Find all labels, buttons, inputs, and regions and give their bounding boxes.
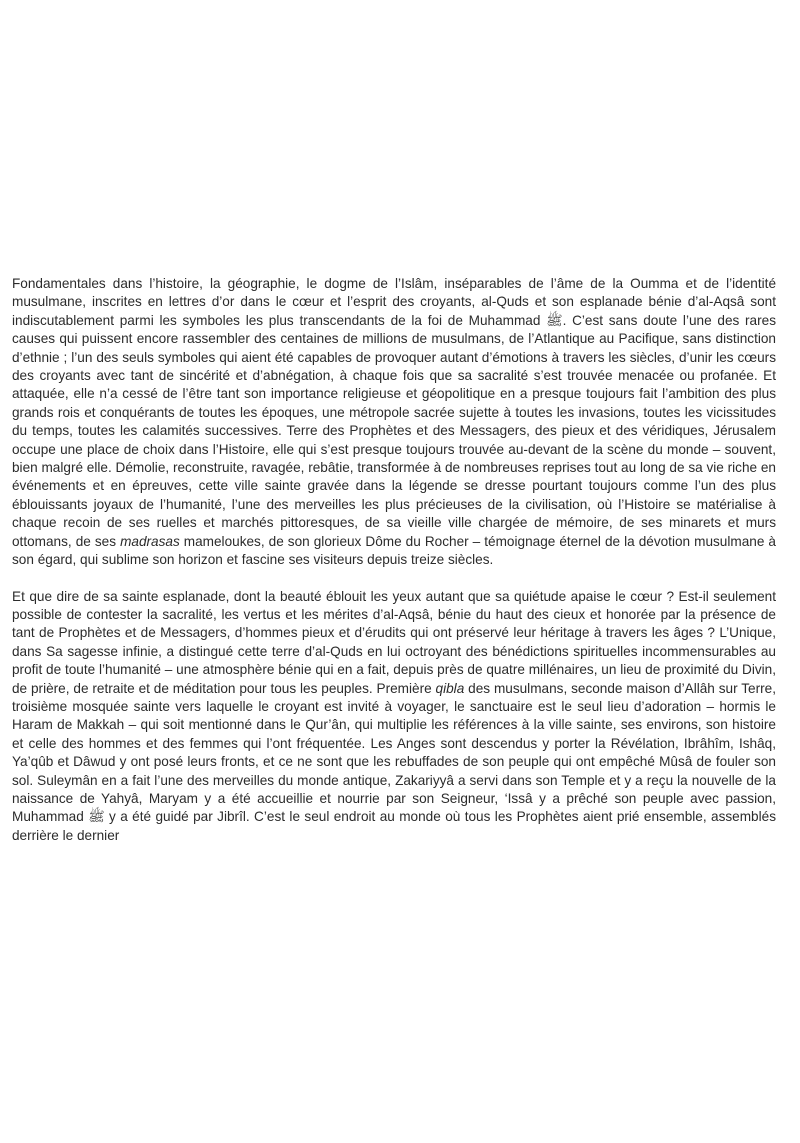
paragraph-2-text-a: Et que dire de sa sainte esplanade, dont la beauté éblouit les yeux autant que sa quiétude apaise le cœur ? Est-il seulement possible de contester la sacralité, les vertus et les mérites d’al-Aqsâ, bénie du haut des cieux et honorée par la présence de tant de Prophètes et de Messagers, d’hommes pieux et d’érudits qui ont préservé leur héritage à travers les âges ? L’Unique, dans Sa sagesse infinie, a distingué cette terre d’al-Quds en lui octroyant des bénédictions spirituelles incommensurables au profit de toute l’humanité – une atmosphère bénie qui en a fait, depuis près de quatre millénaires, un lieu de proximité du Divin, de prière, de retraite et de méditation pour tous les peuples. Première xyxy=(12,588,776,696)
paragraph-1-text-a: Fondamentales dans l’histoire, la géographie, le dogme de l’Islâm, inséparables de l’âme de la Oumma et de l’identité musulmane, inscrites en lettres d’or dans le cœur et l’esprit des croyants, al-Quds et son esplanade bénie d’al-Aqsâ sont indiscutablement parmi les symboles les plus transcendants de la foi de Muhammad ﷺ. C’est sans doute l’une des rares causes qui puissent encore rassembler des centaines de millions de musulmans, de l’Atlantique au Pacifique, sans distinction d’ethnie ; l’un des seuls symboles qui aient été capables de provoquer autant d’émotions à travers les siècles, d’unir les cœurs des croyants avec tant de sincérité et d’abnégation, à chaque fois que sa sacralité s’est trouvée menacée ou profanée. Et attaquée, elle n’a cessé de l’être tant son importance religieuse et géopolitique en a presque toujours fait l’ambition des plus grands rois et conquérants de toutes les époques, une métropole sacrée sujette à toutes les invasions, toutes les vicissitudes du temps, toutes les calamités successives. Terre des Prophètes et des Messagers, des pieux et des véridiques, Jérusalem occupe une place de choix dans l’Histoire, elle qui s’est presque toujours trouvée au-devant de la scène du monde – souvent, bien malgré elle. Démolie, reconstruite, ravagée, rebâtie, transformée à de nombreuses reprises tout au long de sa vie riche en événements et en épreuves, cette ville sainte gravée dans la légende se dresse pourtant toujours comme l’un des plus éblouissants joyaux de l’humanité, l’une des merveilles les plus précieuses de la civilisation, où l’Histoire se matérialise à chaque recoin de ses ruelles et marchés pittoresques, de sa vieille ville chargée de mémoire, de ses minarets et murs ottomans, de ses xyxy=(12,276,776,549)
paragraph-2-italic-qibla: qibla xyxy=(435,680,465,696)
paragraph-1-text-b: mameloukes, de son glorieux Dôme du Rocher – témoignage éternel de la dévotion musulmane à son égard, qui sublime son horizon et fascine ses visiteurs depuis treize siècles. xyxy=(12,533,776,568)
document-body xyxy=(12,275,776,863)
paragraph-1 xyxy=(12,275,776,570)
paragraph-1-italic-madrasas: madrasas xyxy=(120,533,180,549)
paragraph-2-text-b: des musulmans, seconde maison d’Allâh sur Terre, troisième mosquée sainte vers laquelle le croyant est invité à voyager, le sanctuaire est le seul lieu d’adoration – hormis le Haram de Makkah – qui soit mentionné dans le Qur’ân, qui multiplie les références à la ville sainte, ses environs, son histoire et celle des hommes et des femmes qui l’ont fréquentée. Les Anges sont descendus y porter la Révélation, Ibrâhîm, Ishâq, Ya’qûb et Dâwud y ont posé leurs fronts, et ce ne sont que les rebuffades de son peuple qui ont empêché Mûsâ de fouler son sol. Suleymân en a fait l’une des merveilles du monde antique, Zakariyyâ a servi dans son Temple et y a reçu la nouvelle de la naissance de Yahyâ, Maryam y a été accueillie et nourrie par son Seigneur, ‘Issâ y a prêché son peuple avec passion, Muhammad ﷺ y a été guidé par Jibrîl. C’est le seul endroit au monde où tous les Prophètes aient prié ensemble, assemblés derrière le dernier xyxy=(12,680,776,843)
paragraph-2 xyxy=(12,588,776,846)
